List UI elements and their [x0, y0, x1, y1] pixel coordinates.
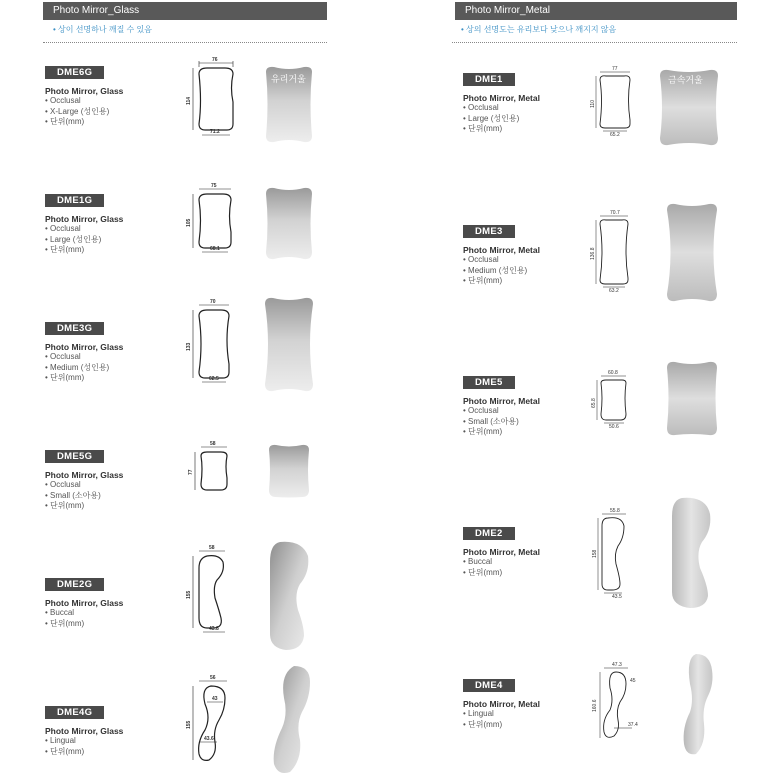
dim-width: 60.8	[608, 370, 618, 376]
product-spec: • Occlusal	[463, 255, 540, 266]
dme1-dimension-drawing	[590, 66, 640, 138]
dim-upper: 45	[630, 678, 636, 684]
product-dme5g	[45, 446, 123, 512]
dim-bottom: 71.2	[210, 129, 220, 135]
dim-upper: 43	[212, 696, 218, 702]
product-name: Photo Mirror, Glass	[45, 726, 124, 736]
product-spec: • 단위(mm)	[45, 245, 123, 256]
product-dme3g	[45, 318, 123, 384]
product-spec: • Occlusal	[45, 96, 123, 107]
dim-bottom: 68.1	[210, 246, 220, 252]
product-code: DME2G	[45, 578, 104, 591]
product-spec: • 단위(mm)	[463, 276, 540, 287]
product-name: Photo Mirror, Glass	[45, 86, 124, 96]
dim-bottom: 43.5	[612, 594, 622, 600]
dim-height: 158	[592, 549, 598, 558]
product-spec: • Small (소아용)	[463, 417, 540, 428]
product-name: Photo Mirror, Glass	[45, 598, 124, 608]
product-dme4g	[45, 702, 123, 757]
dim-bottom: 65.2	[610, 132, 620, 138]
product-code: DME1	[463, 73, 515, 86]
dme1g-dimension-drawing	[185, 184, 245, 256]
product-name: Photo Mirror, Metal	[463, 396, 540, 406]
product-code: DME4G	[45, 706, 104, 719]
dim-height: 114	[186, 96, 192, 105]
product-name: Photo Mirror, Glass	[45, 342, 124, 352]
dme4g-dimension-drawing	[185, 676, 245, 768]
product-spec: • X-Large (성인용)	[45, 107, 123, 118]
product-spec: • 단위(mm)	[45, 117, 123, 128]
metal-section-header: Photo Mirror_Metal	[455, 2, 737, 20]
dme3g-mirror-photo	[262, 296, 316, 394]
product-code: DME6G	[45, 66, 104, 79]
dim-lower: 37.4	[628, 722, 638, 728]
dim-width: 77	[612, 66, 618, 72]
product-spec: • Lingual	[463, 709, 540, 720]
product-dme2	[463, 523, 540, 578]
dim-width: 75	[211, 183, 217, 189]
product-spec: • Lingual	[45, 736, 123, 747]
dim-height: 155	[186, 590, 192, 599]
dme5g-mirror-photo	[266, 442, 312, 500]
dim-lower: 43.6	[204, 736, 214, 742]
product-dme5	[463, 372, 540, 438]
product-spec: • Occlusal	[463, 406, 540, 417]
dim-width: 58	[209, 545, 215, 551]
dim-bottom: 43.8	[209, 626, 219, 632]
dme4g-mirror-photo	[270, 664, 314, 776]
dim-height: 105	[186, 218, 192, 227]
dim-width: 70	[210, 299, 216, 305]
dme6g-mirror-photo	[262, 64, 316, 146]
product-code: DME3	[463, 225, 515, 238]
dme5-dimension-drawing	[590, 370, 640, 432]
dim-width: 47.3	[612, 662, 622, 668]
product-spec: • Medium (성인용)	[463, 266, 540, 277]
product-spec: • 단위(mm)	[45, 619, 123, 630]
dme4-mirror-photo	[680, 652, 716, 758]
dme2g-mirror-photo	[266, 540, 312, 652]
dim-width: 55.8	[610, 508, 620, 514]
metal-photo-label: 금속거울	[668, 75, 703, 85]
glass-photo-label: 유리거울	[271, 74, 306, 84]
glass-divider	[43, 42, 327, 43]
dme2-mirror-photo	[668, 496, 714, 610]
product-code: DME1G	[45, 194, 104, 207]
glass-section-header: Photo Mirror_Glass	[43, 2, 327, 20]
product-spec: • 단위(mm)	[463, 124, 540, 135]
product-code: DME3G	[45, 322, 104, 335]
product-code: DME5	[463, 376, 515, 389]
product-spec: • Buccal	[463, 557, 540, 568]
product-dme6g	[45, 62, 123, 128]
dim-height: 155	[186, 720, 192, 729]
product-spec: • Occlusal	[45, 352, 123, 363]
product-dme3	[463, 221, 540, 287]
product-code: DME2	[463, 527, 515, 540]
dim-width: 76	[212, 57, 218, 63]
dme3-dimension-drawing	[590, 210, 640, 292]
dim-width: 58	[210, 441, 216, 447]
dim-height: 65.8	[591, 398, 597, 408]
dme6g-dimension-drawing	[185, 58, 245, 140]
dim-width: 70.7	[610, 210, 620, 216]
dme1-mirror-photo	[656, 68, 722, 148]
product-name: Photo Mirror, Metal	[463, 93, 540, 103]
metal-divider	[452, 42, 737, 43]
product-spec: • Large (성인용)	[45, 235, 123, 246]
dim-height: 110	[590, 100, 596, 108]
product-code: DME4	[463, 679, 515, 692]
product-spec: • 단위(mm)	[45, 501, 123, 512]
dme1g-mirror-photo	[262, 186, 316, 262]
product-name: Photo Mirror, Metal	[463, 547, 540, 557]
dme3g-dimension-drawing	[185, 300, 245, 386]
product-spec: • Large (성인용)	[463, 114, 540, 125]
product-spec: • Occlusal	[45, 224, 123, 235]
product-spec: • Buccal	[45, 608, 123, 619]
dme5g-dimension-drawing	[185, 442, 245, 498]
dim-height: 133	[186, 342, 192, 351]
glass-section-subtitle: • 상이 선명하나 깨질 수 있음	[53, 25, 152, 34]
dim-width: 56	[210, 675, 216, 681]
dme5-mirror-photo	[664, 360, 720, 438]
product-spec: • 단위(mm)	[463, 427, 540, 438]
product-spec: • 단위(mm)	[45, 373, 123, 384]
product-name: Photo Mirror, Metal	[463, 699, 540, 709]
dim-height: 136.8	[590, 247, 596, 260]
product-dme1	[463, 69, 540, 135]
product-dme2g	[45, 574, 123, 629]
product-spec: • Medium (성인용)	[45, 363, 123, 374]
product-dme4	[463, 675, 540, 730]
product-spec: • 단위(mm)	[463, 568, 540, 579]
dme2-dimension-drawing	[592, 508, 642, 598]
product-code: DME5G	[45, 450, 104, 463]
product-spec: • Occlusal	[45, 480, 123, 491]
dim-bottom: 63.2	[609, 288, 619, 294]
product-spec: • Occlusal	[463, 103, 540, 114]
dim-height: 160.6	[592, 699, 598, 712]
product-spec: • 단위(mm)	[463, 720, 540, 731]
dme4-dimension-drawing	[592, 662, 642, 744]
dme3-mirror-photo	[664, 202, 720, 304]
dme2g-dimension-drawing	[185, 546, 245, 636]
product-name: Photo Mirror, Glass	[45, 470, 124, 480]
metal-section-subtitle: • 상의 선명도는 유리보다 낮으나 깨지지 않음	[461, 25, 617, 34]
product-dme1g	[45, 190, 123, 256]
product-spec: • 단위(mm)	[45, 747, 123, 758]
product-spec: • Small (소아용)	[45, 491, 123, 502]
dim-bottom: 50.6	[609, 424, 619, 430]
product-name: Photo Mirror, Glass	[45, 214, 124, 224]
product-name: Photo Mirror, Metal	[463, 245, 540, 255]
dim-height: 77	[188, 469, 194, 475]
dim-bottom: 62.5	[209, 376, 219, 382]
